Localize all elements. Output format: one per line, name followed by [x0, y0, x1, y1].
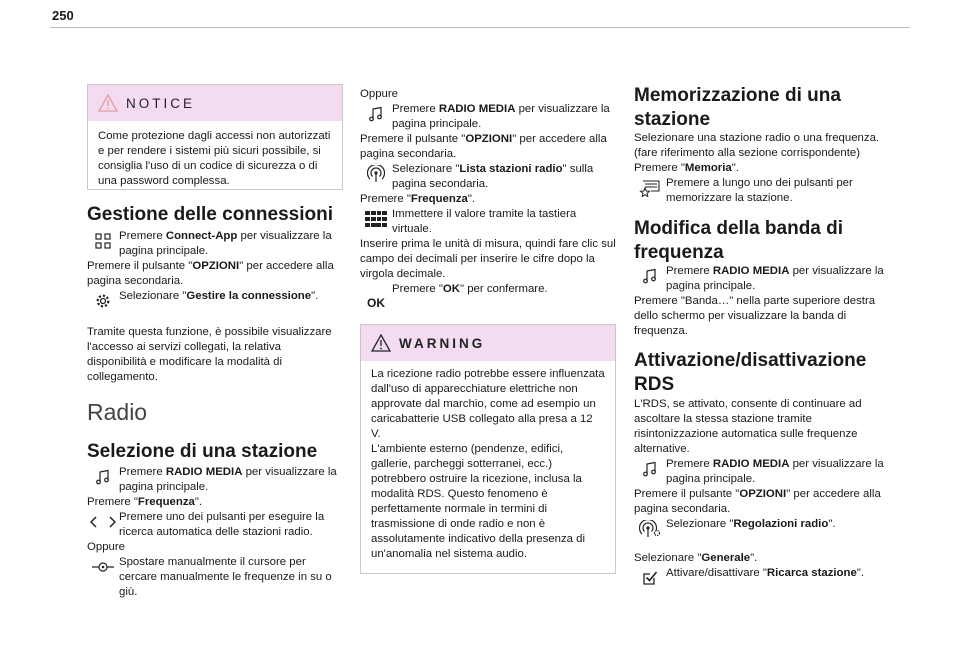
music-note-icon [95, 469, 111, 485]
gestione-heading: Gestione delle connessioni [87, 204, 334, 225]
text: ". [467, 193, 476, 205]
text: per visualizzare la pagina principale. [392, 103, 610, 130]
text: Premere " [634, 162, 685, 174]
rds-step-2 [634, 487, 890, 517]
gestione-step-1 [87, 229, 342, 259]
warning-triangle-icon [371, 334, 391, 352]
text: per visualizzare la pagina principale. [666, 458, 884, 485]
memory-star-icon [639, 179, 661, 197]
text-bold: RADIO MEDIA [165, 466, 243, 478]
text-bold: Frequenza [137, 496, 195, 508]
col2-step-6: Inserire prima le unità di misura, quindi fare clic sul campo dei decimali per inserire le cifre dopo la virgola decimale. [360, 238, 616, 280]
text: Premere [666, 265, 713, 277]
text: Selezionare " [634, 552, 702, 564]
warning-box [360, 324, 616, 574]
page-number: 250 [52, 8, 74, 23]
keyboard-icon [365, 211, 387, 227]
text-bold: Memoria [684, 162, 732, 174]
radio-settings-icon [639, 520, 661, 538]
notice-header [88, 85, 342, 121]
col2-step-4 [360, 192, 616, 207]
col2-step-5 [360, 207, 616, 237]
text-bold: OPZIONI [192, 260, 240, 272]
notice-text: Come protezione dagli accessi non autorizzati e per rendere i sistemi più sicuri possibile, si consiglia l'uso di un codice di sicurezza o di una password complessa. [98, 130, 331, 187]
text: Premere uno dei pulsanti per eseguire la ricerca automatica delle stazioni radio. [119, 511, 325, 538]
selezione-step-2 [87, 495, 342, 510]
gestione-paragraph: Tramite questa funzione, è possibile visualizzare l'accesso ai servizi collegati, la relativa disponibilità e modificare la modalità di collegamento. [87, 326, 332, 383]
text-bold: OPZIONI [465, 133, 513, 145]
radio-section-title: Radio [87, 399, 148, 425]
text-bold: Gestire la connessione [186, 290, 312, 302]
text: per visualizzare la pagina principale. [119, 230, 332, 257]
oppure-label: Oppure [87, 541, 125, 553]
memorizzazione-text-1: Selezionare una stazione radio o una frequenza. [634, 132, 880, 144]
text: Premere a lungo uno dei pulsanti per memorizzare la stazione. [666, 177, 853, 204]
text: " per accedere alla pagina secondaria. [87, 260, 334, 287]
text-bold: RADIO MEDIA [712, 265, 790, 277]
selezione-step-1 [87, 465, 342, 495]
text-bold: Generale [701, 552, 751, 564]
text-bold: Ricarca stazione [766, 567, 857, 579]
notice-title: NOTICE [126, 95, 196, 111]
text: Selezionare " [392, 163, 460, 175]
col2-step-1 [360, 102, 616, 132]
oppure-label: Oppure [360, 88, 398, 100]
text-bold: Lista stazioni radio [459, 163, 563, 175]
text: Spostare manualmente il cursore per cercare manualmente le frequenze in su o giù. [119, 556, 332, 598]
radio-antenna-icon [367, 165, 385, 183]
text: Premere il pulsante " [360, 133, 466, 145]
ok-icon: OK [367, 296, 385, 310]
text: Selezionare " [119, 290, 187, 302]
rds-paragraph: L'RDS, se attivato, consente di continuare ad ascoltare la stessa stazione tramite risintonizzazione automatica sulle frequenze alternative. [634, 398, 862, 455]
apps-grid-icon [95, 233, 111, 249]
text-bold: OK [442, 283, 460, 295]
col2-step-3 [360, 162, 616, 192]
music-note-icon [642, 268, 658, 284]
warning-header [361, 325, 615, 361]
memorizzazione-step-2 [634, 176, 890, 206]
text: Premere [666, 458, 713, 470]
checkbox-checked-icon [642, 570, 658, 586]
text: ". [856, 567, 865, 579]
modifica-step-1 [634, 264, 890, 294]
music-note-icon [368, 106, 384, 122]
text: Attivare/disattivare " [666, 567, 767, 579]
header-divider [50, 27, 910, 28]
text: " per accedere alla pagina secondaria. [360, 133, 607, 160]
selezione-step-3 [87, 510, 342, 540]
rds-step-1 [634, 457, 890, 487]
rds-heading: Attivazione/disattivazione RDS [634, 350, 867, 395]
text-bold: RADIO MEDIA [438, 103, 516, 115]
text: per visualizzare la pagina principale. [666, 265, 884, 292]
rds-step-4 [634, 551, 890, 566]
text-bold: Regolazioni radio [733, 518, 829, 530]
text: Premere [119, 230, 166, 242]
warning-paragraph-2: L'ambiente esterno (pendenze, edifici, gallerie, parcheggi sotterranei, ecc.) potrebbero ostruire la ricezione, inclusa la modalità RDS. Questo fenomeno è perfettamente normale in termini di trasmissione di onde radio e non è assolutamente indicativo della presenza di un'anomalia nel sistema audio. [371, 443, 586, 560]
gestione-step-3 [87, 289, 342, 313]
text-bold: OPZIONI [739, 488, 787, 500]
col2-step-2 [360, 132, 616, 162]
text: per visualizzare la pagina principale. [119, 466, 337, 493]
modifica-step-2: Premere "Banda…" nella parte superiore destra dello schermo per visualizzare la banda di frequenza. [634, 295, 876, 337]
text: ". [311, 290, 319, 302]
text: Premere [392, 103, 439, 115]
text-bold: RADIO MEDIA [712, 458, 790, 470]
text: ". [731, 162, 739, 174]
text: " sulla pagina secondaria. [392, 163, 594, 190]
text: Premere [119, 466, 166, 478]
text: " per confermare. [459, 283, 548, 295]
col2-step-7 [360, 282, 616, 310]
rds-step-3 [634, 517, 890, 541]
text: Premere " [360, 193, 411, 205]
slider-cursor-icon [91, 560, 115, 574]
memorizzazione-step-1 [634, 161, 890, 176]
music-note-icon [642, 461, 658, 477]
text: ". [194, 496, 203, 508]
text: Premere il pulsante " [634, 488, 740, 500]
notice-box [87, 84, 343, 190]
text: Premere " [392, 283, 443, 295]
text: ". [828, 518, 836, 530]
text: ". [750, 552, 758, 564]
text: Premere il pulsante " [87, 260, 193, 272]
warning-triangle-icon [98, 94, 118, 112]
memorizzazione-text-2: (fare riferimento alla sezione corrispondente) [634, 147, 861, 159]
warning-title: WARNING [399, 335, 486, 351]
rds-step-5 [634, 566, 890, 590]
text: Immettere il valore tramite la tastiera virtuale. [392, 208, 577, 235]
warning-paragraph-1: La ricezione radio potrebbe essere influenzata dall'uso di apparecchiature elettriche non approvate dal marchio, come ad esempio un caricabatterie USB collegato alla presa a 12 V. [371, 368, 605, 440]
text-bold: Frequenza [410, 193, 468, 205]
settings-gear-icon [95, 293, 111, 309]
memorizzazione-heading: Memorizzazione di una stazione [634, 85, 841, 130]
modifica-heading: Modifica della banda di frequenza [634, 218, 844, 263]
selezione-heading: Selezione di una stazione [87, 441, 318, 462]
selezione-step-4 [87, 555, 342, 600]
text: " per accedere alla pagina secondaria. [634, 488, 881, 515]
gestione-step-2 [87, 259, 342, 289]
prev-next-arrows-icon [90, 515, 116, 529]
text: Selezionare " [666, 518, 734, 530]
text-bold: Connect-App [165, 230, 238, 242]
text: Premere " [87, 496, 138, 508]
